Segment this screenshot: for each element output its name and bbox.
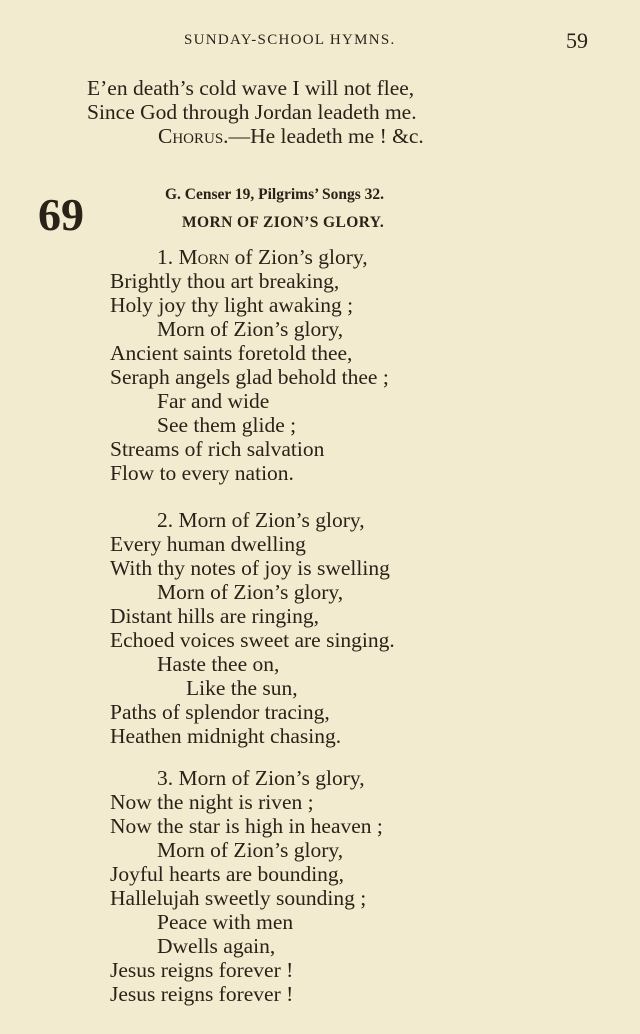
verse-line: Far and wide (157, 389, 270, 413)
verse-line: Like the sun, (186, 676, 298, 700)
verse-line: Echoed voices sweet are singing. (110, 628, 395, 652)
verse-line: Holy joy thy light awaking ; (110, 293, 354, 317)
running-head: SUNDAY-SCHOOL HYMNS. (184, 32, 396, 48)
verse-line: Morn of Zion’s glory, (157, 838, 344, 862)
verse-line: Heathen midnight chasing. (110, 724, 342, 748)
verse-line: Jesus reigns forever ! (110, 958, 294, 982)
verse-line: Now the night is riven ; (110, 790, 314, 814)
chorus-text: —He leadeth me ! &c. (228, 124, 424, 148)
chorus-line (158, 124, 424, 148)
verse-line: Dwells again, (157, 934, 276, 958)
chorus-label: Chorus. (158, 124, 229, 148)
verse-line: Hallelujah sweetly sounding ; (110, 886, 367, 910)
verse-line: Flow to every nation. (110, 461, 294, 485)
tune-source: G. Censer 19, Pilgrims’ Songs 32. (165, 186, 385, 203)
verse-2-first-line: 2. Morn of Zion’s glory, (157, 508, 365, 532)
verse-line: Seraph angels glad behold thee ; (110, 365, 389, 389)
verse-first-rest: of Zion’s glory, (229, 245, 368, 269)
verse-line: Morn of Zion’s glory, (157, 317, 344, 341)
verse-line: Haste thee on, (157, 652, 280, 676)
verse-first-word: Morn (178, 245, 230, 269)
verse-line: Streams of rich salvation (110, 437, 325, 461)
verse-line: Peace with men (157, 910, 294, 934)
verse-line: See them glide ; (157, 413, 297, 437)
hymn-title: MORN OF ZION’S GLORY. (182, 214, 385, 231)
verse-3-first-line: 3. Morn of Zion’s glory, (157, 766, 365, 790)
verse-line: Brightly thou art breaking, (110, 269, 340, 293)
verse-line: Now the star is high in heaven ; (110, 814, 383, 838)
page-number: 59 (566, 28, 588, 53)
previous-hymn-line: Since God through Jordan leadeth me. (87, 100, 417, 124)
previous-hymn-line: E’en death’s cold wave I will not flee, (87, 76, 415, 100)
verse-line: With thy notes of joy is swelling (110, 556, 390, 580)
verse-line: Paths of splendor tracing, (110, 700, 330, 724)
verse-number: 1. (157, 245, 174, 269)
verse-line: Jesus reigns forever ! (110, 982, 294, 1006)
verse-1-first-line (157, 245, 368, 269)
hymn-number: 69 (38, 189, 84, 240)
verse-line: Distant hills are ringing, (110, 604, 319, 628)
verse-line: Ancient saints foretold thee, (110, 341, 353, 365)
verse-line: Joyful hearts are bounding, (110, 862, 345, 886)
verse-line: Every human dwelling (110, 532, 306, 556)
verse-line: Morn of Zion’s glory, (157, 580, 344, 604)
